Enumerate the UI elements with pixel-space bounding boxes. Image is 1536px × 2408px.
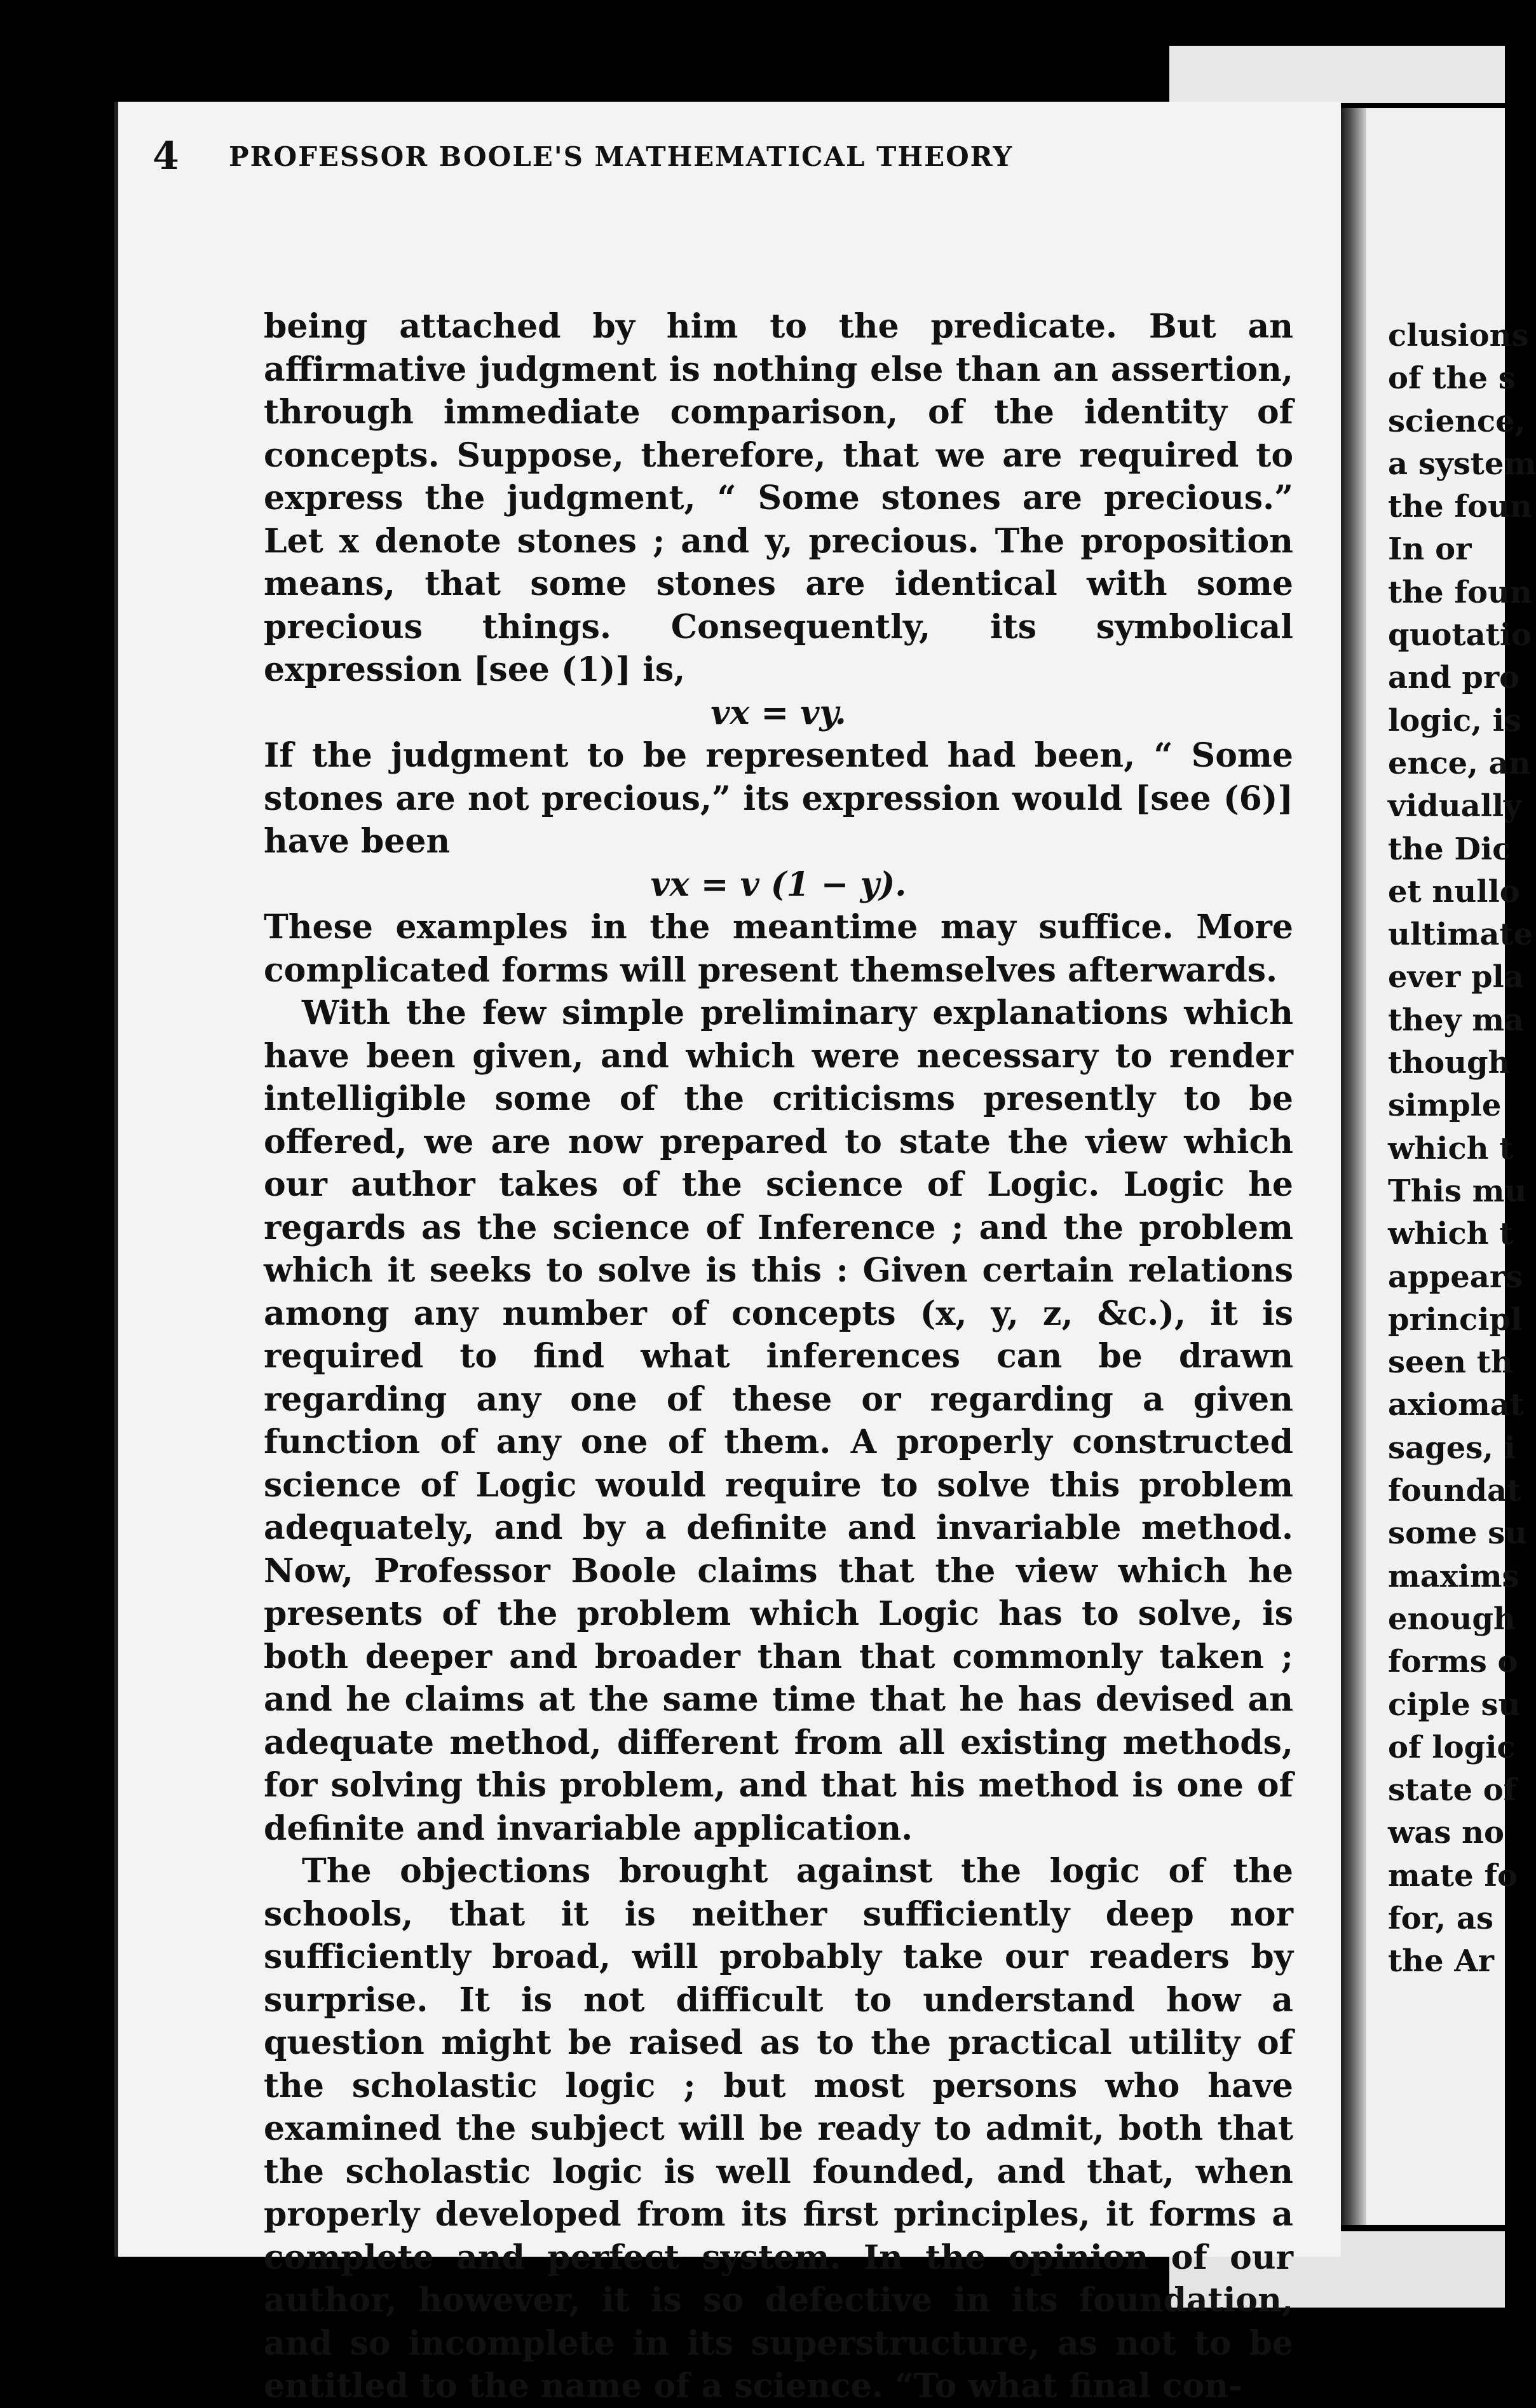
facing-page-line: was no bbox=[1388, 1815, 1505, 1851]
facing-page-line: ence, an bbox=[1388, 745, 1531, 781]
facing-page-line: of logic bbox=[1388, 1729, 1516, 1765]
facing-page-line: logic, is bbox=[1388, 702, 1521, 739]
book-gutter bbox=[1341, 108, 1366, 2225]
facing-page-line: In or bbox=[1388, 531, 1472, 568]
paragraph-5: The objections brought against the logic of the schools, that it is neither sufficiently deep nor sufficiently broad, will probably take our readers by surprise. It is not difficult to understand how a question might be raised as to the practical utility of the scholastic logic ; but most persons who have examined the subject will be ready to admit, both that the scholastic logic is well founded, and that, when properly developed from its first principles, it forms a complete and perfect system. In the opinion of our author, however, it is so defective in its foundation, and so incomplete in its superstructure, as not to be entitled to the name of a science. “To what final con- bbox=[264, 1852, 1293, 2405]
facing-page-line: ever pla bbox=[1388, 959, 1524, 995]
facing-page-line: mate fo bbox=[1388, 1857, 1518, 1894]
page-header bbox=[153, 134, 1131, 179]
facing-page-line: they ma bbox=[1388, 1002, 1525, 1038]
facing-page-line: the Ar bbox=[1388, 1943, 1494, 1980]
facing-page-line: forms o bbox=[1388, 1644, 1518, 1680]
facing-page-line: science, bbox=[1388, 403, 1526, 439]
facing-page-line: vidually bbox=[1388, 788, 1522, 824]
facing-page-line: state of bbox=[1388, 1772, 1517, 1809]
paragraph-2: If the judgment to be represented had been, “ Some stones are not precious,” its expression would [see (6)] have been bbox=[264, 736, 1293, 861]
facing-page-line: and pro bbox=[1388, 660, 1520, 696]
formula-1: vx = vy. bbox=[710, 693, 846, 732]
facing-page-line: the foun bbox=[1388, 574, 1532, 610]
facing-page-line: which t bbox=[1388, 1130, 1514, 1166]
main-text bbox=[264, 305, 1293, 2408]
running-title: PROFESSOR BOOLE'S MATHEMATICAL THEORY bbox=[229, 140, 1014, 172]
top-edge-strip bbox=[1169, 46, 1505, 103]
paragraph-4: With the few simple preliminary explanations which have been given, and which were necessary to render intelligible some of the criticisms presently to be offered, we are now prepared to state the view which our author takes of the science of Logic. Logic he regards as the science of Inference ; and the problem which it seeks to solve is this : Given certain relations among any number of concepts (x, y, z, &c.), it is required to find what inferences can be drawn regarding any one of these or regarding a given function of any one of them. A properly constructed science of Logic would require to solve this problem adequately, and by a definite and invariable method. Now, Professor Boole claims that the view which he presents of the problem which Logic has to solve, is both deeper and broader than that commonly taken ; and he claims at the same time that he has devised an adequate method, different from all existing methods, for solving this problem, and that his method is one of definite and invariable application. bbox=[264, 994, 1293, 1848]
facing-page-line: appears bbox=[1388, 1259, 1523, 1295]
facing-page-line: sages, i bbox=[1388, 1430, 1516, 1466]
facing-page-line: clusions bbox=[1388, 318, 1529, 353]
facing-page-text bbox=[1388, 315, 1536, 1983]
facing-page-line: of the s bbox=[1388, 360, 1516, 397]
paragraph-3: These examples in the meantime may suffice. More complicated forms will present themselves afterwards. bbox=[264, 908, 1293, 990]
facing-page-line: a system bbox=[1388, 446, 1536, 482]
facing-page-line: foundat bbox=[1388, 1473, 1521, 1509]
facing-page-line: for, as bbox=[1388, 1900, 1494, 1936]
facing-page-line: maxims bbox=[1388, 1558, 1519, 1594]
facing-page-line: quotatio bbox=[1388, 617, 1532, 653]
formula-2: vx = v (1 − y). bbox=[650, 865, 907, 904]
facing-page-line: though bbox=[1388, 1045, 1511, 1081]
facing-page-line: simple bbox=[1388, 1088, 1502, 1124]
facing-page-line: some su bbox=[1388, 1515, 1527, 1552]
facing-page-line: This mu bbox=[1388, 1173, 1527, 1209]
page-number: 4 bbox=[153, 134, 180, 179]
facing-page-line: the Dic bbox=[1388, 831, 1511, 867]
facing-page-line: seen th bbox=[1388, 1344, 1513, 1381]
facing-page-line: principl bbox=[1388, 1301, 1523, 1337]
paragraph-1: being attached by him to the predicate. But an affirmative judgment is nothing else than an assertion, through immediate comparison, of the identity of concepts. Suppose, therefore, that we are required to express the judgment, “ Some stones are precious.” Let x denote stones ; and y, precious. The proposition means, that some stones are identical with some precious things. Consequently, its symbolical expression [see (1)] is, bbox=[264, 307, 1293, 689]
facing-page-line: ultimate bbox=[1388, 917, 1533, 953]
facing-page-line: which t bbox=[1388, 1216, 1514, 1252]
facing-page-line: the foun bbox=[1388, 489, 1532, 525]
facing-page-line: et nullo bbox=[1388, 873, 1520, 910]
facing-page-line: enough bbox=[1388, 1601, 1516, 1637]
facing-page-line: ciple su bbox=[1388, 1686, 1521, 1723]
facing-page-line: axiomat bbox=[1388, 1387, 1525, 1423]
